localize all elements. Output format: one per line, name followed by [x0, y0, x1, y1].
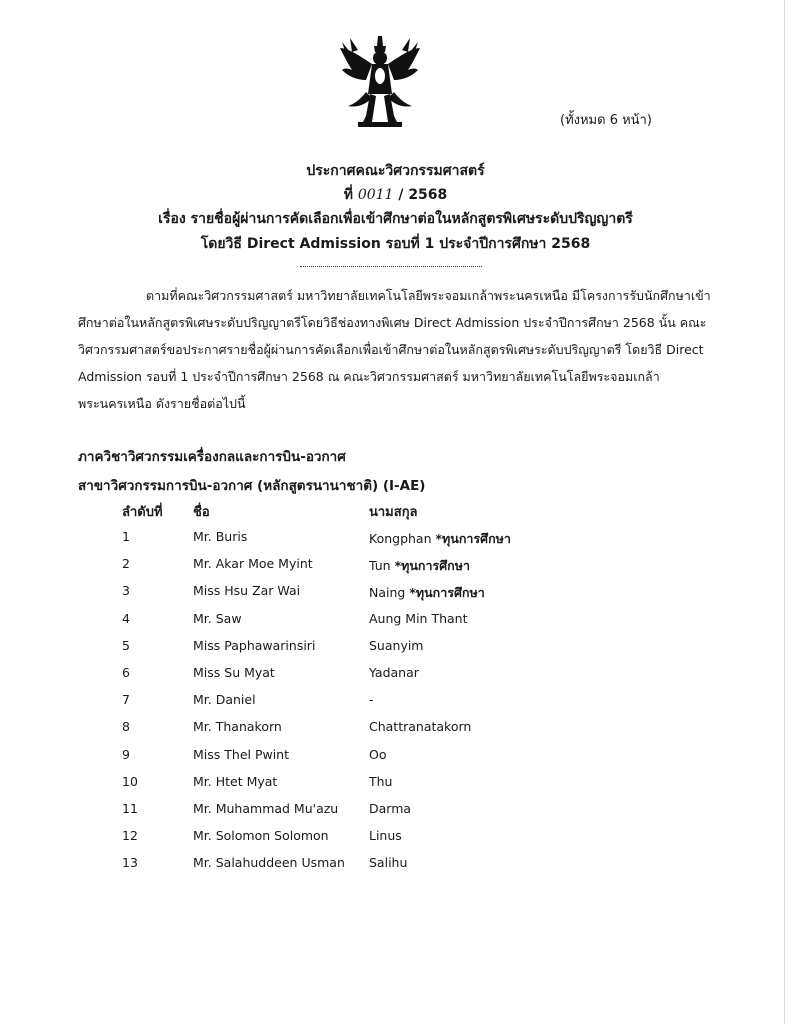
- body-paragraph: ตามที่คณะวิศวกรรมศาสตร์ มหาวิทยาลัยเทคโนโลยีพระจอมเกล้าพระนครเหนือ มีโครงการรับนักศึกษาเข้าศึกษาต่อในหลักสูตรพิเศษระดับปริญญาตรีโดยวิธีช่องทางพิเศษ Direct Admission ประจำปีการศึกษา 2568 นั้น คณะวิศวกรรมศาสตร์ขอประกาศรายชื่อผู้ผ่านการคัดเลือกเพื่อเข้าศึกษาต่อในหลักสูตรพิเศษระดับปริญญาตรี โดยวิธี Direct Admission รอบที่ 1 ประจำปีการศึกษา 2568 ณ คณะวิศวกรรมศาสตร์ มหาวิทยาลัยเทคโนโลยีพระจอมเกล้าพระนครเหนือ ดังรายชื่อต่อไปนี้: [78, 288, 711, 411]
- row-name: Miss Hsu Zar Wai: [193, 583, 301, 599]
- row-number: 12: [122, 828, 138, 844]
- announcement-subject: เรื่อง รายชื่อผู้ผ่านการคัดเลือกเพื่อเข้าศึกษาต่อในหลักสูตรพิเศษระดับปริญญาตรี: [158, 211, 633, 227]
- row-surname-cell: [369, 801, 411, 816]
- row-surname: Aung Min Thant: [369, 610, 468, 626]
- row-surname-cell: [369, 855, 407, 870]
- table-row: [0, 719, 791, 746]
- row-number: 11: [122, 801, 138, 816]
- row-name: Miss Su Myat: [193, 665, 275, 680]
- column-header-surname: นามสกุล: [369, 505, 418, 520]
- scholarship-note: *ทุนการศึกษา: [394, 558, 470, 574]
- column-header-no: ลำดับที่: [122, 505, 163, 520]
- row-number: 8: [122, 719, 130, 735]
- row-name: Mr. Saw: [193, 610, 242, 626]
- row-surname: Oo: [369, 746, 387, 762]
- table-row: [0, 556, 791, 583]
- row-surname-cell: [369, 719, 471, 734]
- row-name: Mr. Akar Moe Myint: [193, 556, 313, 572]
- row-surname-cell: [369, 774, 392, 789]
- row-surname: Darma: [369, 801, 412, 816]
- row-surname: Kongphan: [369, 531, 432, 546]
- row-number: 4: [122, 610, 130, 626]
- scholarship-note: *ทุนการศึกษา: [409, 585, 485, 601]
- row-name: Mr. Thanakorn: [193, 719, 282, 735]
- row-surname-cell: [369, 556, 470, 576]
- row-name: Miss Paphawarinsiri: [193, 637, 316, 653]
- table-row: [0, 801, 791, 828]
- table-row: [0, 747, 791, 774]
- number-suffix: / 2568: [398, 187, 448, 203]
- row-surname: Naing: [369, 585, 406, 601]
- number-prefix: ที่: [343, 187, 353, 203]
- row-name: Mr. Salahuddeen Usman: [193, 855, 345, 871]
- table-row: [0, 638, 791, 665]
- row-number: 13: [122, 855, 138, 871]
- announcement-subject-line2: โดยวิธี Direct Admission รอบที่ 1 ประจำปีการศึกษา 2568: [200, 236, 591, 252]
- row-surname-cell: [369, 828, 402, 843]
- row-surname: Tun: [369, 558, 391, 574]
- garuda-emblem-icon: [338, 34, 422, 130]
- scholarship-note: *ทุนการศึกษา: [435, 531, 511, 546]
- row-name: Mr. Daniel: [193, 692, 256, 708]
- row-surname: Chattranatakorn: [369, 719, 472, 735]
- row-number: 2: [122, 556, 130, 572]
- row-name: Mr. Solomon Solomon: [193, 828, 329, 844]
- row-surname: Suanyim: [369, 637, 424, 653]
- column-header-name: ชื่อ: [193, 505, 210, 520]
- row-surname-cell: [369, 583, 485, 603]
- table-row: [0, 774, 791, 801]
- table-row: [0, 529, 791, 556]
- row-name: Mr. Htet Myat: [193, 773, 278, 789]
- row-number: 9: [122, 746, 130, 762]
- row-number: 7: [122, 692, 130, 708]
- row-surname-cell: [369, 611, 468, 626]
- table-row: [0, 665, 791, 692]
- announcement-number: [0, 184, 791, 206]
- row-name: Mr. Buris: [193, 529, 248, 544]
- row-number: 5: [122, 637, 130, 653]
- row-name: Miss Thel Pwint: [193, 746, 290, 762]
- row-surname: Linus: [369, 828, 402, 844]
- row-surname: Thu: [369, 773, 393, 789]
- program-heading: สาขาวิศวกรรมการบิน-อวกาศ (หลักสูตรนานาชาติ) (I-AE): [78, 478, 426, 494]
- row-surname-cell: [369, 692, 374, 707]
- table-row: [0, 828, 791, 855]
- table-row: [0, 611, 791, 638]
- row-name: Mr. Muhammad Mu'azu: [193, 801, 339, 816]
- row-surname-cell: [369, 638, 424, 653]
- table-row: [0, 855, 791, 882]
- page-count: (ทั้งหมด 6 หน้า): [560, 113, 652, 128]
- department-heading: ภาควิชาวิศวกรรมเครื่องกลและการบิน-อวกาศ: [78, 449, 346, 465]
- row-number: 3: [122, 583, 130, 599]
- number-handwritten: 0011: [357, 187, 394, 203]
- row-number: 1: [122, 529, 130, 544]
- row-surname-cell: [369, 665, 419, 680]
- dotted-divider: [300, 258, 482, 267]
- row-surname: Yadanar: [369, 665, 419, 680]
- table-row: [0, 692, 791, 719]
- row-surname-cell: [369, 747, 387, 762]
- row-number: 10: [122, 773, 138, 789]
- row-number: 6: [122, 665, 130, 680]
- row-surname: -: [369, 692, 374, 708]
- announcement-title: ประกาศคณะวิศวกรรมศาสตร์: [306, 163, 485, 179]
- row-surname: Salihu: [369, 855, 408, 871]
- row-surname-cell: [369, 529, 511, 549]
- table-row: [0, 583, 791, 610]
